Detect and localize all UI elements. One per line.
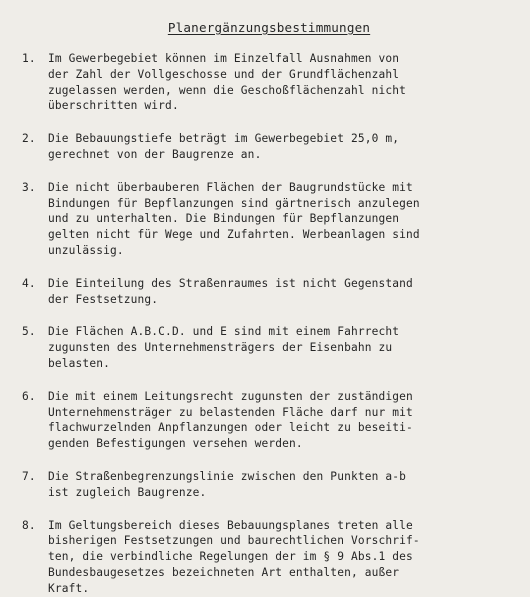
clause-text-line: Die nicht überbauberen Flächen der Baugrundstücke mit: [48, 180, 413, 194]
clause-text: [48, 469, 514, 501]
clause-text-line: gelten nicht für Wege und Zufahrten. Werbeanlagen sind: [48, 228, 420, 242]
clause-text: [48, 518, 514, 597]
clause-text-line: zugunsten des Unternehmensträgers der Eisenbahn zu: [48, 341, 393, 355]
clause-text-line: bisherigen Festsetzungen und baurechtlichen Vorschrif-: [48, 534, 420, 548]
clause-list: [22, 51, 514, 597]
clause-text: [48, 389, 514, 452]
clause-text-line: Die Flächen A.B.C.D. und E sind mit einem Fahrrecht: [48, 325, 400, 339]
document-title: Planergänzungsbestimmungen: [167, 20, 371, 35]
clause-number: 7.: [22, 469, 36, 483]
clause-text-line: unzulässig.: [48, 243, 124, 257]
clause-text-line: flachwurzelnden Anpflanzungen oder leicht zu beseiti-: [48, 421, 413, 435]
clause-text-line: gerechnet von der Baugrenze an.: [48, 147, 262, 161]
clause-text-line: und zu unterhalten. Die Bindungen für Bepflanzungen: [48, 212, 400, 226]
clause-3: [22, 180, 514, 259]
clause-text-line: ten, die verbindliche Regelungen der im § 9 Abs.1 des: [48, 550, 413, 564]
clause-text-line: überschritten wird.: [48, 99, 179, 113]
clause-text-line: ist zugleich Baugrenze.: [48, 485, 207, 499]
clause-number: 4.: [22, 276, 36, 290]
clause-number: 5.: [22, 325, 36, 339]
clause-number: 6.: [22, 389, 36, 403]
clause-text-line: Die mit einem Leitungsrecht zugunsten der zuständigen: [48, 389, 413, 403]
clause-number: 2.: [22, 132, 36, 146]
clause-2: [22, 131, 514, 163]
clause-6: [22, 389, 514, 452]
clause-number: 3.: [22, 180, 36, 194]
clause-1: [22, 51, 514, 114]
clause-text-line: der Festsetzung.: [48, 292, 159, 306]
clause-7: [22, 469, 514, 501]
clause-text-line: Die Bebauungstiefe beträgt im Gewerbegebiet 25,0 m,: [48, 132, 400, 146]
clause-text: [48, 51, 514, 114]
clause-text-line: Die Straßenbegrenzungslinie zwischen den Punkten a-b: [48, 469, 407, 483]
clause-8: [22, 518, 514, 597]
clause-text-line: belasten.: [48, 356, 110, 370]
clause-text-line: Bindungen für Bepflanzungen sind gärtnerisch anzulegen: [48, 196, 420, 210]
clause-text: [48, 131, 514, 163]
clause-text: [48, 324, 514, 371]
clause-text-line: genden Befestigungen versehen werden.: [48, 437, 303, 451]
clause-text-line: Im Gewerbegebiet können im Einzelfall Ausnahmen von: [48, 52, 400, 65]
clause-text-line: Die Einteilung des Straßenraumes ist nicht Gegenstand: [48, 276, 413, 290]
clause-number: 8.: [22, 518, 36, 532]
clause-text-line: Unternehmensträger zu belastenden Fläche darf nur mit: [48, 405, 413, 419]
clause-4: [22, 276, 514, 308]
clause-text-line: Kraft.: [48, 581, 90, 595]
clause-text: [48, 276, 514, 308]
clause-text: [48, 180, 514, 259]
clause-number: 1.: [22, 52, 36, 65]
clause-5: [22, 324, 514, 371]
clause-text-line: der Zahl der Vollgeschosse und der Grundflächenzahl: [48, 67, 400, 81]
clause-text-line: zugelassen werden, wenn die Geschoßflächenzahl nicht: [48, 83, 407, 97]
clause-text-line: Im Geltungsbereich dieses Bebauungsplanes treten alle: [48, 518, 413, 532]
clause-text-line: Bundesbaugesetzes bezeichneten Art enthalten, außer: [48, 565, 400, 579]
